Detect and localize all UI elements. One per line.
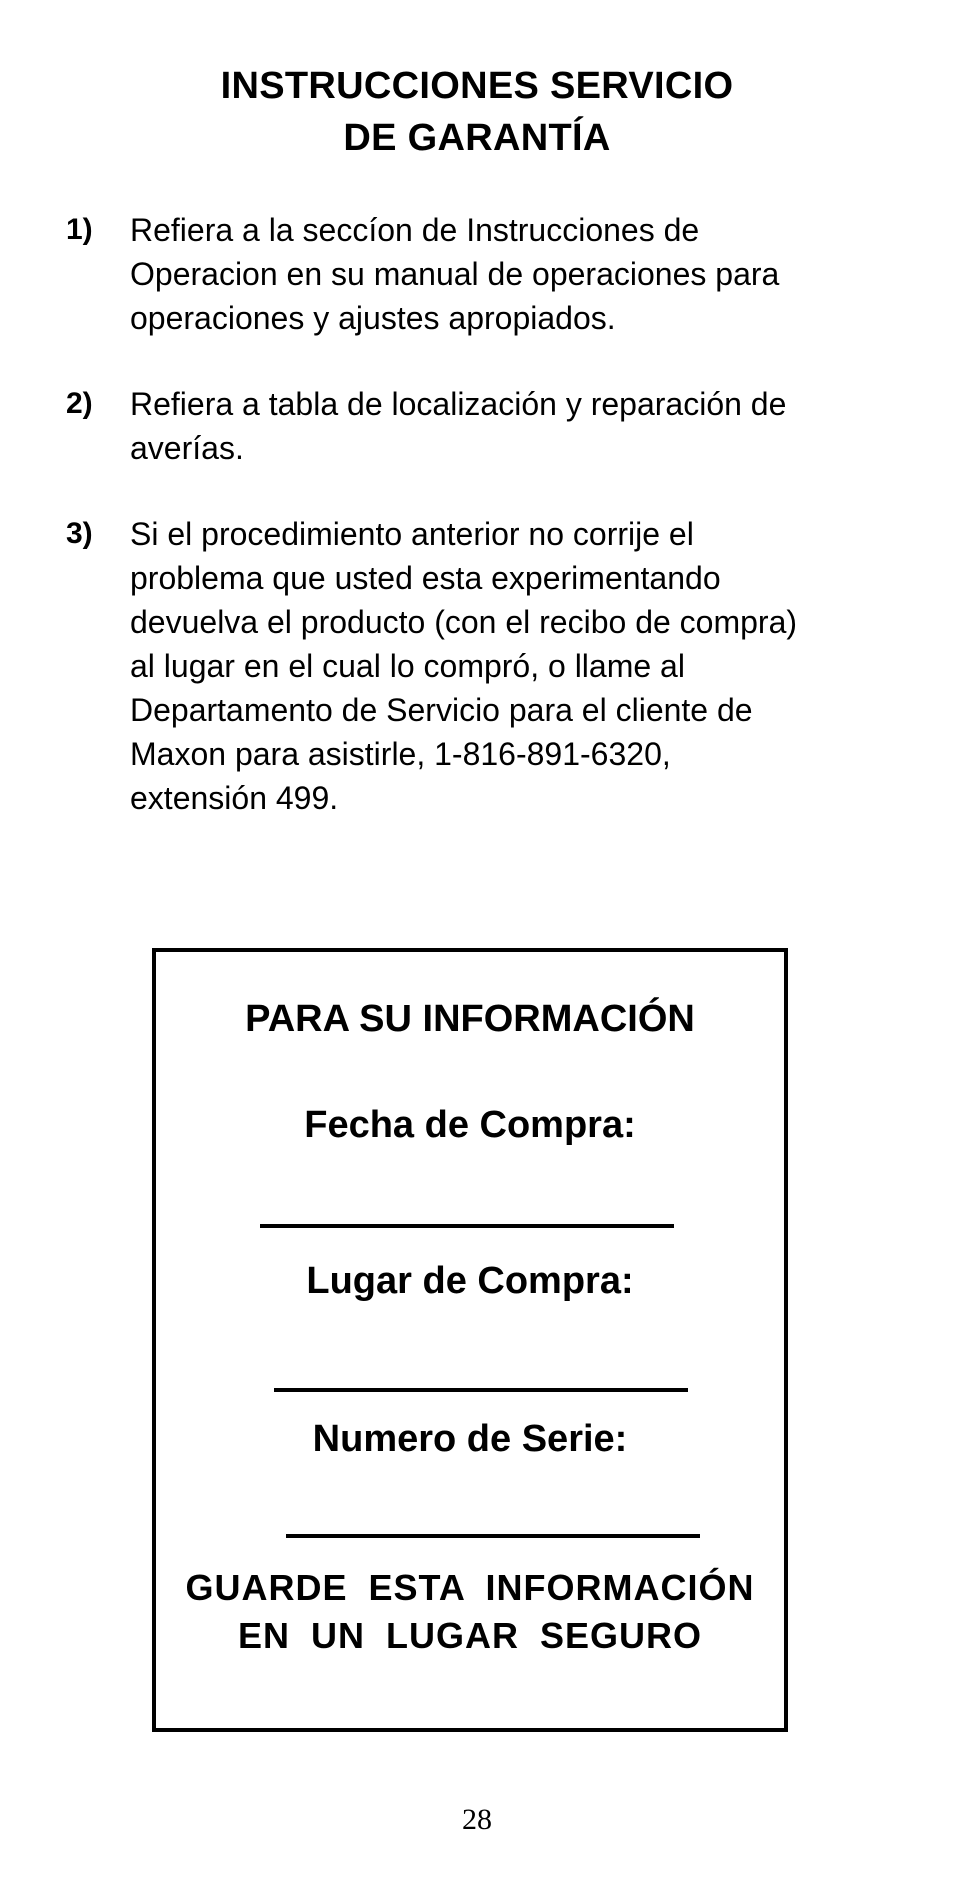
step-text-line: Operacion en su manual de operaciones para [130,256,780,292]
step-number: 1) [66,213,93,246]
page-title-line-1: INSTRUCCIONES SERVICIO [220,65,734,107]
purchase-place-blank-line [274,1388,688,1392]
step-number: 3) [66,517,93,550]
step-text [130,512,930,820]
step-text [130,208,930,340]
step-text-line: Refiera a la seccíon de Instrucciones de [130,212,700,248]
step-text-line: operaciones y ajustes apropiados. [130,300,616,336]
step-text-line: Maxon para asistirle, 1-816-891-6320, [130,736,671,772]
info-box-footer-line-2: EN UN LUGAR SEGURO [237,1615,703,1656]
serial-number-label: Numero de Serie: [312,1418,628,1460]
step-text-line: Refiera a tabla de localización y reparación de [130,386,787,422]
step-text-line: Departamento de Servicio para el cliente de [130,692,753,728]
step-text-line: problema que usted esta experimentando [130,560,721,596]
purchase-date-blank-line [260,1224,674,1228]
step-text-line: extensión 499. [130,780,339,816]
purchase-date-label: Fecha de Compra: [304,1104,636,1146]
info-box-footer-line-1: GUARDE ESTA INFORMACIÓN [185,1567,755,1608]
serial-number-blank-line [286,1534,700,1538]
step-text-line: averías. [130,430,244,466]
step-text-line: devuelva el producto (con el recibo de compra) [130,604,798,640]
step-text [130,382,930,470]
information-box [152,948,788,1732]
step-text-line: al lugar en el cual lo compró, o llame al [130,648,685,684]
page-number: 28 [462,1803,492,1836]
info-box-title: PARA SU INFORMACIÓN [245,998,695,1040]
page-title-line-2: DE GARANTÍA [343,117,611,159]
purchase-place-label: Lugar de Compra: [306,1260,634,1302]
step-number: 2) [66,387,93,420]
step-text-line: Si el procedimiento anterior no corrije el [130,516,694,552]
